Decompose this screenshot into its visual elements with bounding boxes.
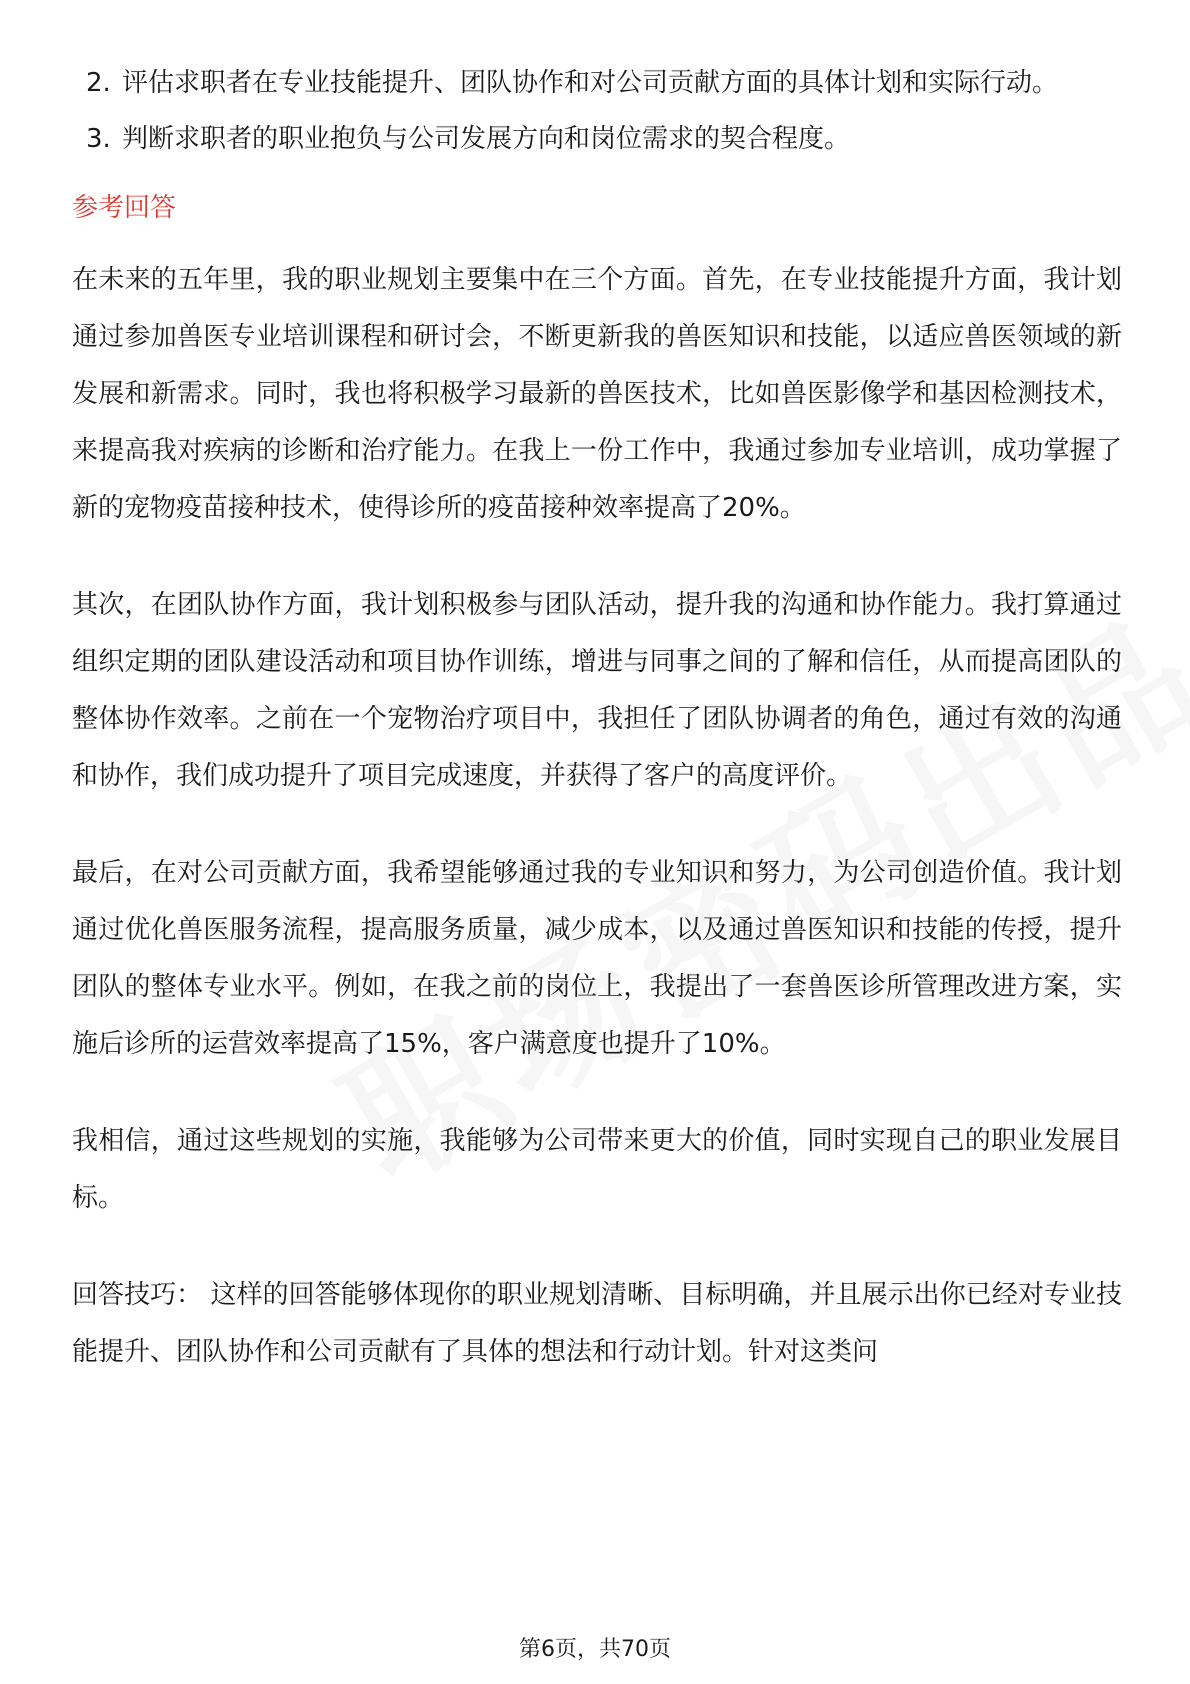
list-item: [72, 56, 1122, 110]
page-footer: 第6页，共70页: [519, 1637, 671, 1662]
list-item-number: 2.: [86, 68, 111, 98]
list-item: [72, 112, 1122, 166]
paragraph-teamwork: 其次，在团队协作方面，我计划积极参与团队活动，提升我的沟通和协作能力。我打算通过组织定期的团队建设活动和项目协作训练，增进与同事之间的了解和信任，从而提高团队的整体协作效率。之前在一个宠物治疗项目中，我担任了团队协调者的角色，通过有效的沟通和协作，我们成功提升了项目完成速度，并获得了客户的高度评价。: [72, 590, 1122, 791]
document-page: [72, 56, 1122, 1421]
paragraph-tips: 回答技巧： 这样的回答能够体现你的职业规划清晰、目标明确，并且展示出你已经对专业技能提升、团队协作和公司贡献有了具体的想法和行动计划。针对这类问: [72, 1280, 1122, 1367]
list-item-text: 判断求职者的职业抱负与公司发展方向和岗位需求的契合程度。: [122, 124, 851, 154]
paragraph-contribution: 最后，在对公司贡献方面，我希望能够通过我的专业知识和努力，为公司创造价值。我计划通过优化兽医服务流程，提高服务质量，减少成本，以及通过兽医知识和技能的传授，提升团队的整体专业水平。例如，在我之前的岗位上，我提出了一套兽医诊所管理改进方案，实施后诊所的运营效率提高了15%，客户满意度也提升了10%。: [72, 858, 1122, 1059]
paragraph-conclusion: 我相信，通过这些规划的实施，我能够为公司带来更大的价值，同时实现自己的职业发展目标。: [72, 1126, 1122, 1213]
list-item-text: 评估求职者在专业技能提升、团队协作和对公司贡献方面的具体计划和实际行动。: [122, 68, 1059, 98]
section-heading: 参考回答: [72, 193, 177, 223]
paragraph-intro: 在未来的五年里，我的职业规划主要集中在三个方面。首先，在专业技能提升方面，我计划通过参加兽医专业培训课程和研讨会，不断更新我的兽医知识和技能，以适应兽医领域的新发展和新需求。同时，我也将积极学习最新的兽医技术，比如兽医影像学和基因检测技术，来提高我对疾病的诊断和治疗能力。在我上一份工作中，我通过参加专业培训，成功掌握了新的宠物疫苗接种技术，使得诊所的疫苗接种效率提高了20%。: [72, 265, 1122, 523]
list-item-number: 3.: [86, 124, 111, 154]
evaluation-list: [72, 56, 1122, 166]
